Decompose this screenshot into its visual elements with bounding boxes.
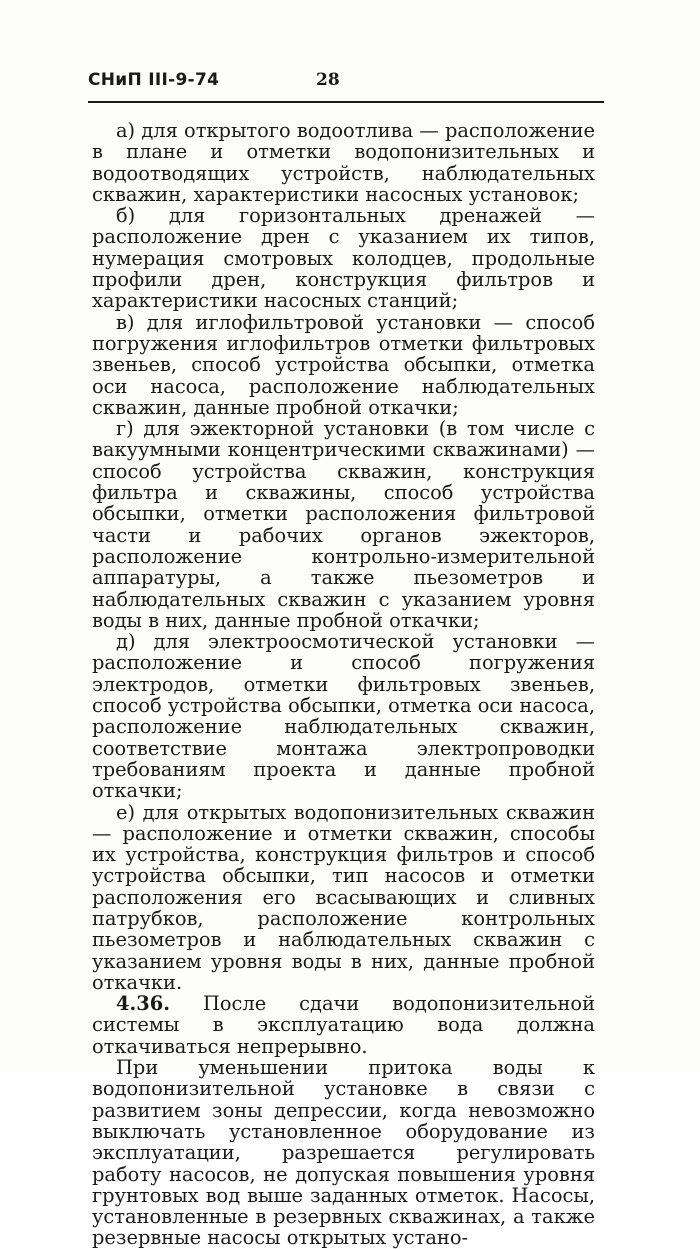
- paragraph-a: а) для открытого водоотлива — расположение в плане и отметки водопонизительных и водоотводящих устройств, наблюдательных скважин, характеристики насосных установок;: [92, 119, 595, 206]
- clause-number: 4.36.: [116, 992, 170, 1016]
- page-header: [88, 70, 604, 100]
- clause-4-36: 4.36. После сдачи водопонизительной системы в эксплуатацию вода должна откачиваться непрерывно.: [92, 992, 596, 1058]
- page-number: 28: [316, 70, 340, 90]
- paragraph-e: е) для открытых водопонизительных скважин — расположение и отметки скважин, способы их устройства, конструкция фильтров и способ устройства обсыпки, тип насосов и отметки расположения его всасывающих и сливных патрубков, расположение контрольных пьезометров и наблюдательных скважин с указанием уровня воды в них, данные пробной откачки.: [92, 800, 595, 994]
- paragraph-continuation: При уменьшении притока воды к водопонизительной установке в связи с развитием зоны депрессии, когда невозможно выключать установленное оборудование из эксплуатации, разрешается регулировать работу насосов, не допуская повышения уровня грунтовых вод выше заданных отметок. Насосы, установленные в резервных скважинах, а также резервные насосы открытых устано-: [92, 1056, 595, 1249]
- header-divider: [88, 101, 604, 103]
- body-text: [92, 120, 595, 1249]
- paragraph-d: д) для электроосмотической установки — расположение и способ погружения электродов, отметки фильтровых звеньев, способ устройства обсыпки, отметка оси насоса, расположение наблюдательных скважин, соответствие монтажа электропроводки требованиям проекта и данные пробной откачки;: [92, 630, 595, 803]
- document-code: СНиП III-9-74: [88, 70, 220, 90]
- paragraph-b: б) для горизонтальных дренажей — расположение дрен с указанием их типов, нумерация смотровых колодцев, продольные профили дрен, конструкция фильтров и характеристики насосных станций;: [92, 204, 595, 313]
- paragraph-v: в) для иглофильтровой установки — способ погружения иглофильтров отметки фильтровых звеньев, способ устройства обсыпки, отметка оси насоса, расположение наблюдательных скважин, данные пробной откачки;: [92, 310, 595, 419]
- paragraph-g: г) для эжекторной установки (в том числе с вакуумными концентрическими скважинами) — способ устройства скважин, конструкция фильтра и скважины, способ устройства обсыпки, отметки расположения фильтровой части и рабочих органов эжекторов, расположение контрольно-измерительной аппаратуры, а также пьезометров и наблюдательных скважин с указанием уровня воды в них, данные пробной откачки;: [92, 417, 595, 632]
